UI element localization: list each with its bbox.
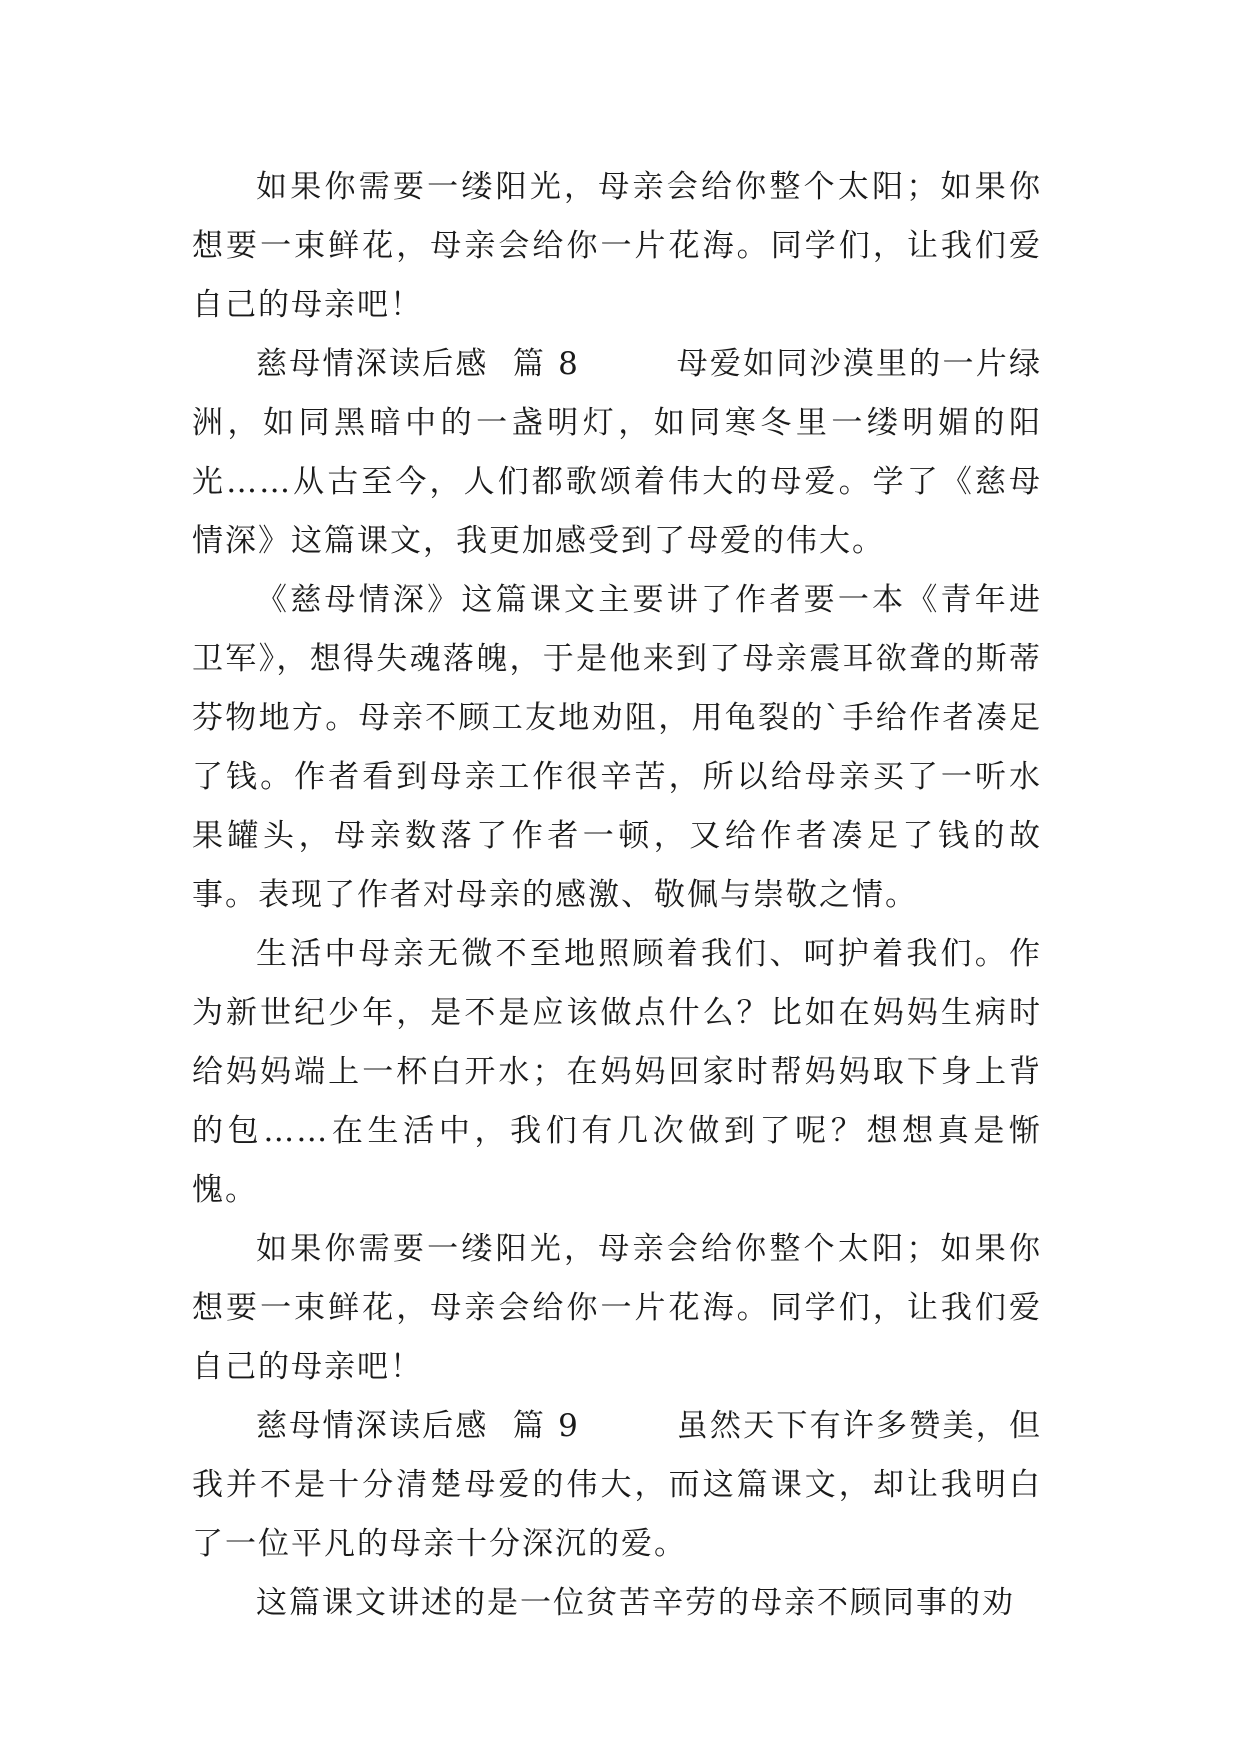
document-page [192, 158, 1042, 1633]
paragraph-5: 如果你需要一缕阳光，母亲会给你整个太阳；如果你想要一束鲜花，母亲会给你一片花海。同学们，让我们爱自己的母亲吧！ [192, 1231, 1042, 1385]
paragraph-2: 慈母情深读后感 篇 8 母爱如同沙漠里的一片绿洲，如同黑暗中的一盏明灯，如同寒冬里一缕明媚的阳光……从古至今，人们都歌颂着伟大的母爱。学了《慈母情深》这篇课文，我更加感受到了母爱的伟大。 [192, 346, 1042, 559]
paragraph-6: 慈母情深读后感 篇 9 虽然天下有许多赞美，但我并不是十分清楚母爱的伟大，而这篇课文，却让我明白了一位平凡的母亲十分深沉的爱。 [192, 1408, 1042, 1562]
paragraph-4: 生活中母亲无微不至地照顾着我们、呵护着我们。作为新世纪少年，是不是应该做点什么？比如在妈妈生病时给妈妈端上一杯白开水；在妈妈回家时帮妈妈取下身上背的包……在生活中，我们有几次做到了呢？想想真是惭愧。 [192, 936, 1042, 1208]
paragraph-7: 这篇课文讲述的是一位贫苦辛劳的母亲不顾同事的劝 [256, 1585, 1015, 1621]
paragraph-1: 如果你需要一缕阳光，母亲会给你整个太阳；如果你想要一束鲜花，母亲会给你一片花海。同学们，让我们爱自己的母亲吧！ [192, 169, 1042, 323]
paragraph-3: 《慈母情深》这篇课文主要讲了作者要一本《青年进卫军》，想得失魂落魄，于是他来到了母亲震耳欲聋的斯蒂芬物地方。母亲不顾工友地劝阻，用龟裂的`手给作者凑足了钱。作者看到母亲工作很辛苦，所以给母亲买了一听水果罐头，母亲数落了作者一顿，又给作者凑足了钱的故事。表现了作者对母亲的感激、敬佩与崇敬之情。 [192, 582, 1042, 913]
